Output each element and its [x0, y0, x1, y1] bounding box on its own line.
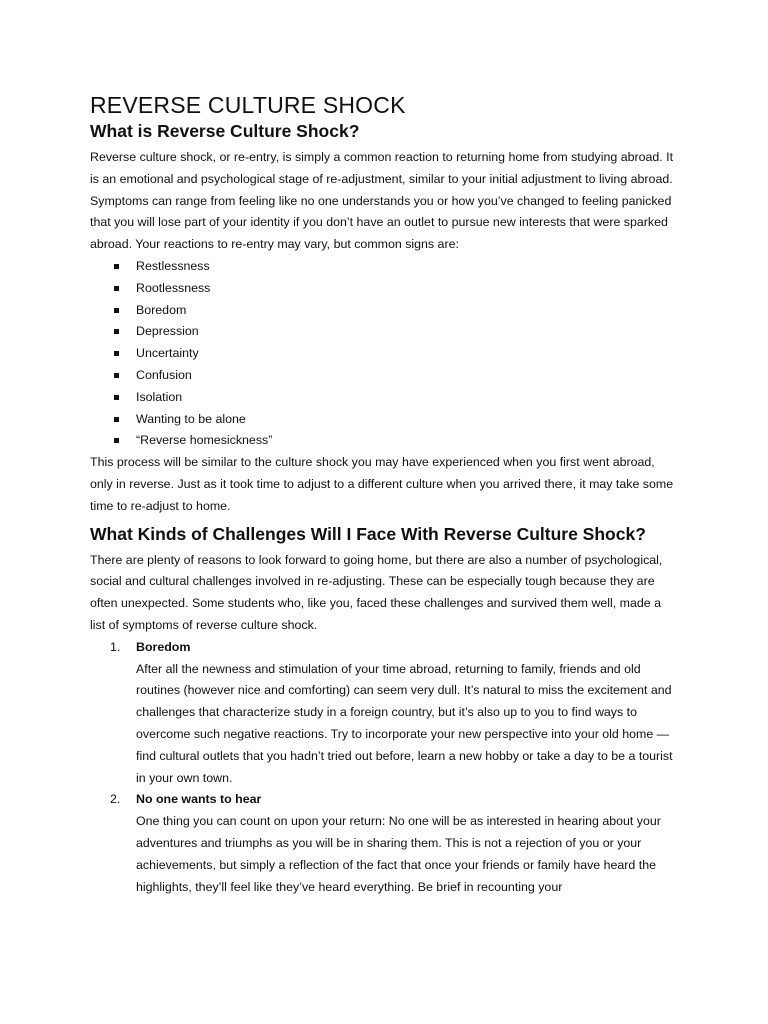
- square-bullet-icon: [114, 351, 119, 356]
- section2-intro-paragraph: There are plenty of reasons to look forward to going home, but there are also a number of psychological, social and cultural challenges involved in re-adjusting. These can be especially tough because they are often unexpected. Some students who, like you, faced these challenges and survived them well, made a list of symptoms of reverse culture shock.: [90, 552, 663, 632]
- list-item-number: 2.: [110, 792, 121, 807]
- list-item-label: “Reverse homesickness”: [136, 433, 273, 448]
- list-item-label: Restlessness: [136, 258, 210, 273]
- challenge-item-no-one-wants-to-hear: [110, 789, 678, 898]
- square-bullet-icon: [114, 417, 119, 422]
- list-item-label: Depression: [136, 324, 199, 339]
- challenge-title: Boredom: [136, 639, 191, 654]
- square-bullet-icon: [114, 286, 119, 291]
- challenge-body: One thing you can count on upon your return: No one will be as interested in hearing about your adventures and triumphs as you will be in sharing them. This is not a rejection of you or your achievements, but simply a reflection of the fact that once your friends or family have heard the highlights, they’ll feel like they’ve heard everything. Be brief in recounting your: [136, 814, 661, 894]
- square-bullet-icon: [114, 264, 119, 269]
- signs-list: [90, 256, 678, 452]
- section1-closing-paragraph: This process will be similar to the culture shock you may have experienced when you first went abroad, only in reverse. Just as it took time to adjust to a different culture when you arrived there, it may take some time to re-adjust to home.: [90, 455, 674, 513]
- challenges-list: [90, 637, 678, 899]
- square-bullet-icon: [114, 395, 119, 400]
- document-title: REVERSE CULTURE SHOCK: [90, 92, 406, 118]
- list-item-number: 1.: [110, 639, 121, 654]
- list-item: [114, 343, 678, 365]
- list-item: [114, 409, 678, 431]
- section-heading-what-is: What is Reverse Culture Shock?: [90, 121, 360, 141]
- square-bullet-icon: [114, 438, 119, 443]
- list-item: [114, 430, 678, 452]
- square-bullet-icon: [114, 329, 119, 334]
- challenge-body: After all the newness and stimulation of your time abroad, returning to family, friends and old routines (however nice and comforting) can seem very dull. It’s natural to miss the excitement and challenges that characterize study in a foreign country, but it’s also up to you to find ways to overcome such negative reactions. Try to incorporate your new perspective into your old home — find cultural outlets that you hadn’t tried out before, learn a new hobby or take a day to be a tourist in your own town.: [136, 661, 673, 785]
- list-item: [114, 278, 678, 300]
- list-item-label: Rootlessness: [136, 280, 211, 295]
- challenge-item-boredom: [110, 637, 678, 790]
- list-item: [114, 256, 678, 278]
- square-bullet-icon: [114, 373, 119, 378]
- list-item: [114, 300, 678, 322]
- challenge-title: No one wants to hear: [136, 792, 262, 807]
- square-bullet-icon: [114, 308, 119, 313]
- section-heading-challenges: What Kinds of Challenges Will I Face With Reverse Culture Shock?: [90, 523, 646, 544]
- list-item-label: Isolation: [136, 389, 183, 404]
- list-item: [114, 321, 678, 343]
- section1-intro-paragraph: Reverse culture shock, or re-entry, is simply a common reaction to returning home from studying abroad. It is an emotional and psychological stage of re-adjustment, similar to your initial adjustment to living abroad. Symptoms can range from feeling like no one understands you or how you’ve changed to feeling panicked that you will lose part of your identity if you don’t have an outlet to pursue new interests that were sparked abroad. Your reactions to re-entry may vary, but common signs are:: [90, 150, 674, 252]
- list-item: [114, 387, 678, 409]
- list-item-label: Boredom: [136, 302, 187, 317]
- list-item: [114, 365, 678, 387]
- list-item-label: Uncertainty: [136, 346, 199, 361]
- list-item-label: Confusion: [136, 367, 192, 382]
- list-item-label: Wanting to be alone: [136, 411, 246, 426]
